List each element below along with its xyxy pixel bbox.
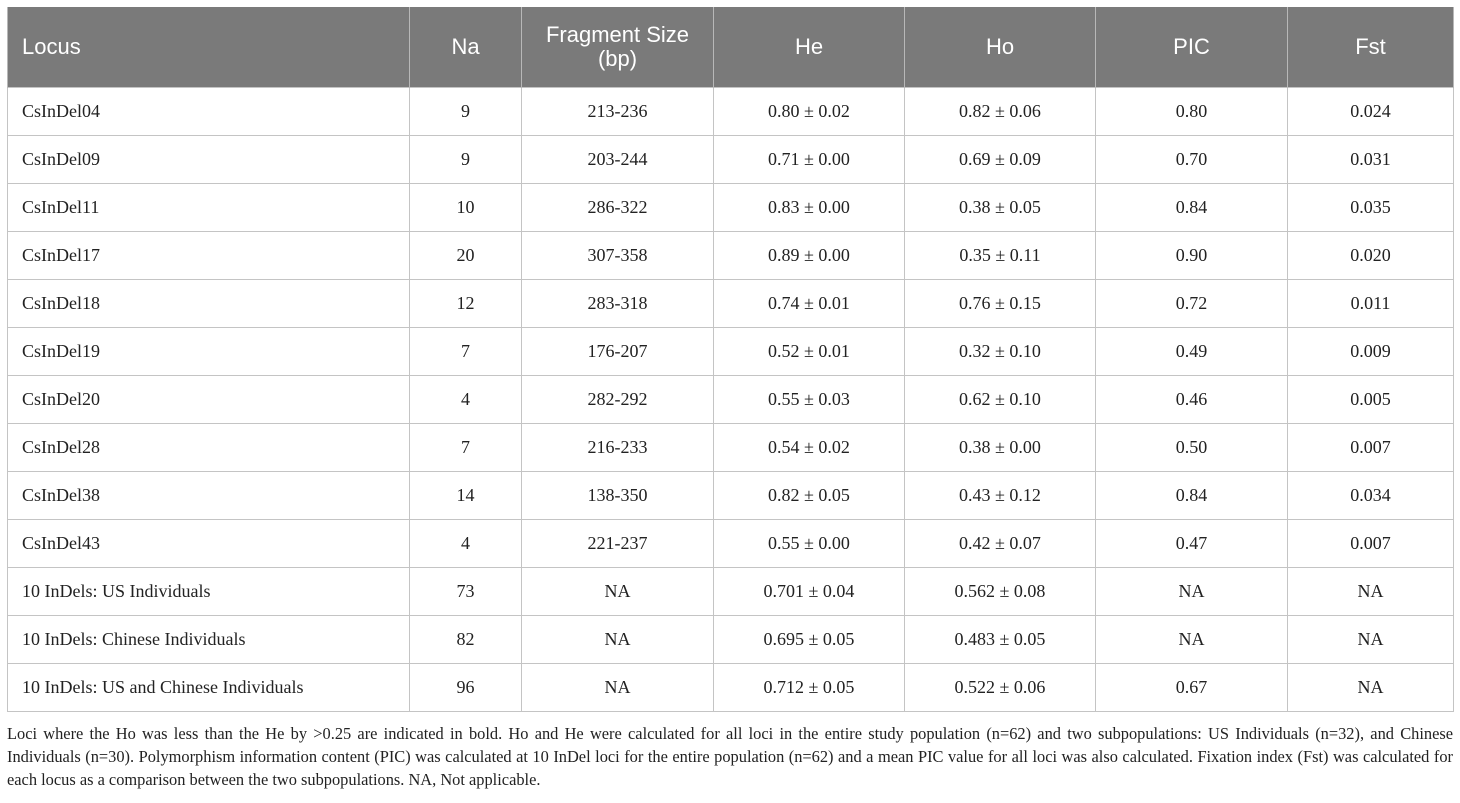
cell-he: 0.54 ± 0.02 [714,424,905,472]
table-row [8,664,1454,712]
cell-pic: 0.84 [1096,184,1288,232]
cell-pic: 0.47 [1096,520,1288,568]
cell-na: 4 [410,520,522,568]
cell-fst: 0.031 [1288,136,1454,184]
table-row [8,136,1454,184]
header-he: He [714,7,905,88]
cell-he: 0.83 ± 0.00 [714,184,905,232]
cell-pic: NA [1096,616,1288,664]
cell-he: 0.52 ± 0.01 [714,328,905,376]
cell-na: 10 [410,184,522,232]
header-row [8,7,1454,88]
cell-fragment-size: 283-318 [522,280,714,328]
table-row [8,232,1454,280]
cell-na: 20 [410,232,522,280]
cell-ho: 0.43 ± 0.12 [905,472,1096,520]
cell-fst: 0.035 [1288,184,1454,232]
cell-locus: CsInDel04 [8,88,410,136]
cell-locus: CsInDel38 [8,472,410,520]
cell-fragment-size: 307-358 [522,232,714,280]
table-row [8,616,1454,664]
cell-fragment-size: NA [522,568,714,616]
cell-he: 0.80 ± 0.02 [714,88,905,136]
cell-ho: 0.76 ± 0.15 [905,280,1096,328]
cell-ho: 0.82 ± 0.06 [905,88,1096,136]
cell-locus: CsInDel18 [8,280,410,328]
cell-pic: 0.46 [1096,376,1288,424]
cell-ho: 0.562 ± 0.08 [905,568,1096,616]
table-row [8,88,1454,136]
cell-locus: CsInDel28 [8,424,410,472]
cell-locus: CsInDel19 [8,328,410,376]
cell-fragment-size: 213-236 [522,88,714,136]
cell-pic: 0.84 [1096,472,1288,520]
cell-na: 7 [410,328,522,376]
cell-fragment-size: 138-350 [522,472,714,520]
table-row [8,184,1454,232]
cell-he: 0.55 ± 0.03 [714,376,905,424]
locus-statistics-table [7,7,1454,712]
table-row [8,424,1454,472]
cell-he: 0.695 ± 0.05 [714,616,905,664]
header-locus: Locus [8,7,410,88]
table-header [8,7,1454,88]
header-pic: PIC [1096,7,1288,88]
cell-pic: 0.67 [1096,664,1288,712]
cell-fragment-size: 216-233 [522,424,714,472]
table-footnote: Loci where the Ho was less than the He by >0.25 are indicated in bold. Ho and He were calculated for all loci in the entire study population (n=62) and two subpopulations: US Individuals (n=32), and Chinese Individuals (n=30). Polymorphism information content (PIC) was calculated at 10 InDel loci for the entire population (n=62) and a mean PIC value for all loci was also calculated. Fixation index (Fst) was calculated for each locus as a comparison between the two subpopulations. NA, Not applicable. [7,724,1453,789]
cell-locus: CsInDel11 [8,184,410,232]
cell-pic: 0.49 [1096,328,1288,376]
cell-he: 0.89 ± 0.00 [714,232,905,280]
table-row [8,568,1454,616]
cell-fst: 0.011 [1288,280,1454,328]
cell-pic: 0.50 [1096,424,1288,472]
cell-he: 0.71 ± 0.00 [714,136,905,184]
cell-na: 14 [410,472,522,520]
cell-fst: NA [1288,664,1454,712]
cell-he: 0.701 ± 0.04 [714,568,905,616]
cell-fst: 0.007 [1288,424,1454,472]
cell-fragment-size: 282-292 [522,376,714,424]
cell-pic: 0.70 [1096,136,1288,184]
cell-fst: 0.007 [1288,520,1454,568]
cell-fragment-size: 203-244 [522,136,714,184]
cell-na: 7 [410,424,522,472]
cell-ho: 0.62 ± 0.10 [905,376,1096,424]
cell-fst: 0.009 [1288,328,1454,376]
table-row [8,280,1454,328]
cell-na: 96 [410,664,522,712]
cell-ho: 0.38 ± 0.00 [905,424,1096,472]
cell-he: 0.74 ± 0.01 [714,280,905,328]
cell-fst: NA [1288,568,1454,616]
cell-ho: 0.483 ± 0.05 [905,616,1096,664]
cell-pic: 0.72 [1096,280,1288,328]
cell-fst: NA [1288,616,1454,664]
table-row [8,472,1454,520]
header-fragment-size: Fragment Size (bp) [522,7,714,88]
data-table-container [7,7,1453,712]
header-fst: Fst [1288,7,1454,88]
cell-na: 12 [410,280,522,328]
cell-locus: CsInDel20 [8,376,410,424]
header-na: Na [410,7,522,88]
cell-locus: CsInDel43 [8,520,410,568]
table-body [8,88,1454,712]
cell-na: 73 [410,568,522,616]
cell-fragment-size: 221-237 [522,520,714,568]
table-row [8,520,1454,568]
cell-ho: 0.38 ± 0.05 [905,184,1096,232]
cell-he: 0.55 ± 0.00 [714,520,905,568]
cell-fst: 0.024 [1288,88,1454,136]
cell-fragment-size: 176-207 [522,328,714,376]
cell-ho: 0.522 ± 0.06 [905,664,1096,712]
cell-pic: 0.90 [1096,232,1288,280]
cell-pic: 0.80 [1096,88,1288,136]
cell-na: 4 [410,376,522,424]
cell-ho: 0.42 ± 0.07 [905,520,1096,568]
cell-locus: CsInDel17 [8,232,410,280]
header-ho: Ho [905,7,1096,88]
cell-fragment-size: 286-322 [522,184,714,232]
table-row [8,376,1454,424]
cell-na: 9 [410,136,522,184]
cell-he: 0.712 ± 0.05 [714,664,905,712]
table-row [8,328,1454,376]
cell-locus: 10 InDels: Chinese Individuals [8,616,410,664]
cell-fst: 0.034 [1288,472,1454,520]
cell-fst: 0.005 [1288,376,1454,424]
cell-he: 0.82 ± 0.05 [714,472,905,520]
cell-ho: 0.32 ± 0.10 [905,328,1096,376]
cell-na: 82 [410,616,522,664]
cell-ho: 0.69 ± 0.09 [905,136,1096,184]
cell-na: 9 [410,88,522,136]
cell-locus: 10 InDels: US and Chinese Individuals [8,664,410,712]
cell-ho: 0.35 ± 0.11 [905,232,1096,280]
cell-locus: CsInDel09 [8,136,410,184]
cell-fragment-size: NA [522,664,714,712]
cell-pic: NA [1096,568,1288,616]
cell-fst: 0.020 [1288,232,1454,280]
cell-locus: 10 InDels: US Individuals [8,568,410,616]
cell-fragment-size: NA [522,616,714,664]
